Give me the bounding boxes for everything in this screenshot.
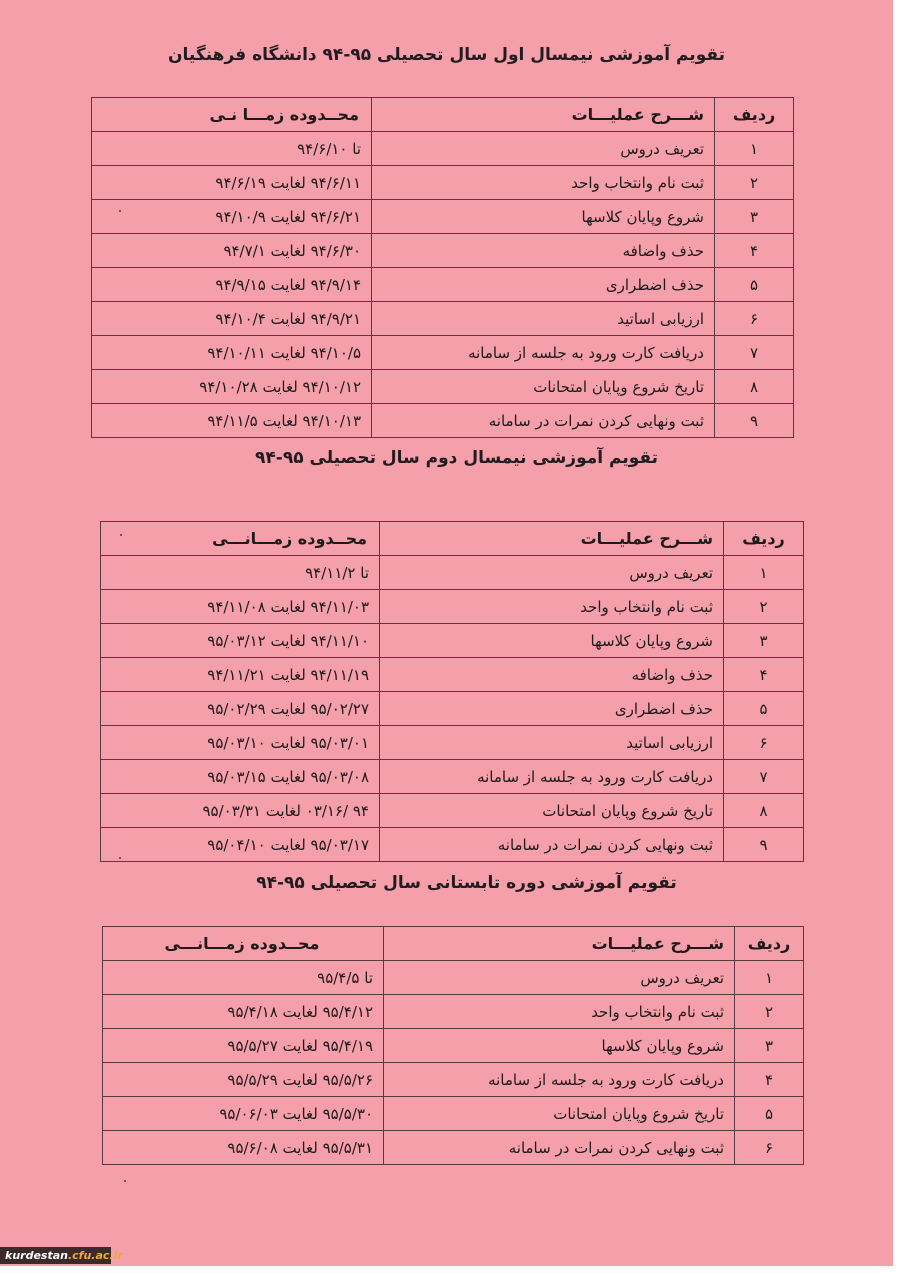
row-description: شروع وپایان کلاسها (372, 200, 715, 234)
row-number: ۳ (715, 200, 794, 234)
row-number: ۲ (715, 166, 794, 200)
row-number: ۶ (724, 726, 804, 760)
table-row (103, 1131, 804, 1165)
section-3-title: تقویم آموزشی دوره تابستانی سال تحصیلی ۹۵-۹۴ (256, 873, 677, 893)
table-header-row (101, 522, 804, 556)
table-row (103, 1029, 804, 1063)
row-description: تعریف دروس (380, 556, 724, 590)
table-row (92, 166, 794, 200)
row-time-range: تا ۹۴/۶/۱۰ (92, 132, 372, 166)
table-row (101, 828, 804, 862)
row-description: ثبت ونهایی کردن نمرات در سامانه (380, 828, 724, 862)
row-description: دریافت کارت ورود به جلسه از سامانه (372, 336, 715, 370)
row-description: تعریف دروس (372, 132, 715, 166)
row-time-range: ۹۴ /۰۳/۱۶ لغایت ۹۵/۰۳/۳۱ (101, 794, 380, 828)
table-row (103, 1097, 804, 1131)
row-description: حذف اضطراری (380, 692, 724, 726)
row-number: ۷ (724, 760, 804, 794)
row-description: تاریخ شروع وپایان امتحانات (384, 1097, 735, 1131)
table-row (103, 1063, 804, 1097)
row-number: ۲ (735, 995, 804, 1029)
header-row-number: ردیف (715, 98, 794, 132)
row-number: ۹ (724, 828, 804, 862)
header-row-number: ردیف (724, 522, 804, 556)
table-row (92, 302, 794, 336)
row-time-range: ۹۴/۶/۳۰ لغایت ۹۴/۷/۱ (92, 234, 372, 268)
row-number: ۹ (715, 404, 794, 438)
row-time-range: ۹۵/۴/۱۲ لغایت ۹۵/۴/۱۸ (103, 995, 384, 1029)
row-time-range: ۹۵/۰۳/۰۱ لغایت ۹۵/۰۳/۱۰ (101, 726, 380, 760)
row-number: ۵ (735, 1097, 804, 1131)
row-number: ۸ (715, 370, 794, 404)
row-description: حذف اضطراری (372, 268, 715, 302)
row-time-range: ۹۴/۱۰/۱۲ لغایت ۹۴/۱۰/۲۸ (92, 370, 372, 404)
row-number: ۶ (715, 302, 794, 336)
row-time-range: ۹۵/۴/۱۹ لغایت ۹۵/۵/۲۷ (103, 1029, 384, 1063)
section-3-table (102, 926, 804, 1165)
table-row (92, 370, 794, 404)
table-row (92, 200, 794, 234)
row-description: ثبت نام وانتخاب واحد (372, 166, 715, 200)
header-time-range: محــدوده زمـــانـــی (103, 927, 384, 961)
section-2-table (100, 521, 804, 862)
row-number: ۶ (735, 1131, 804, 1165)
row-number: ۵ (724, 692, 804, 726)
row-time-range: ۹۴/۱۱/۰۳ لغایت ۹۴/۱۱/۰۸ (101, 590, 380, 624)
table-row (101, 692, 804, 726)
row-number: ۴ (724, 658, 804, 692)
table-row (92, 132, 794, 166)
row-number: ۵ (715, 268, 794, 302)
row-time-range: ۹۵/۵/۳۱ لغایت ۹۵/۶/۰۸ (103, 1131, 384, 1165)
scan-speck (119, 857, 121, 859)
scan-speck (124, 1180, 126, 1182)
header-description: شـــرح عملیـــات (380, 522, 724, 556)
site-watermark (0, 1247, 123, 1264)
table-row (101, 794, 804, 828)
scan-speck (120, 534, 122, 536)
table-row (101, 760, 804, 794)
row-description: ارزیابی اساتید (372, 302, 715, 336)
header-description: شـــرح عملیـــات (372, 98, 715, 132)
row-description: شروع وپایان کلاسها (384, 1029, 735, 1063)
row-number: ۸ (724, 794, 804, 828)
header-time-range: محــدوده زمـــانـــی (101, 522, 380, 556)
row-description: تاریخ شروع وپایان امتحانات (380, 794, 724, 828)
table-row (103, 961, 804, 995)
row-description: ثبت ونهایی کردن نمرات در سامانه (372, 404, 715, 438)
table-row (92, 336, 794, 370)
row-description: حذف واضافه (372, 234, 715, 268)
table-row (103, 995, 804, 1029)
row-number: ۳ (735, 1029, 804, 1063)
watermark-suffix: .cfu.ac.ir (67, 1249, 123, 1262)
row-time-range: ۹۴/۱۱/۱۹ لغایت ۹۴/۱۱/۲۱ (101, 658, 380, 692)
row-description: دریافت کارت ورود به جلسه از سامانه (384, 1063, 735, 1097)
row-time-range: ۹۴/۶/۲۱ لغایت ۹۴/۱۰/۹ (92, 200, 372, 234)
row-time-range: ۹۵/۰۳/۱۷ لغایت ۹۵/۰۴/۱۰ (101, 828, 380, 862)
row-description: حذف واضافه (380, 658, 724, 692)
row-time-range: ۹۴/۱۱/۱۰ لغایت ۹۵/۰۳/۱۲ (101, 624, 380, 658)
row-description: شروع وپایان کلاسها (380, 624, 724, 658)
row-time-range: تا ۹۴/۱۱/۲ (101, 556, 380, 590)
row-time-range: ۹۴/۱۰/۵ لغایت ۹۴/۱۰/۱۱ (92, 336, 372, 370)
table-row (92, 268, 794, 302)
table-row (101, 658, 804, 692)
section-1-title: تقویم آموزشی نیمسال اول سال تحصیلی ۹۵-۹۴ دانشگاه فرهنگیان (168, 45, 725, 65)
header-row-number: ردیف (735, 927, 804, 961)
row-description: ثبت ونهایی کردن نمرات در سامانه (384, 1131, 735, 1165)
row-description: تاریخ شروع وپایان امتحانات (372, 370, 715, 404)
row-time-range: تا ۹۵/۴/۵ (103, 961, 384, 995)
row-time-range: ۹۴/۹/۱۴ لغایت ۹۴/۹/۱۵ (92, 268, 372, 302)
row-number: ۱ (715, 132, 794, 166)
row-description: ثبت نام وانتخاب واحد (384, 995, 735, 1029)
row-description: ثبت نام وانتخاب واحد (380, 590, 724, 624)
header-time-range: محــدوده زمـــا نـی (92, 98, 372, 132)
row-description: تعریف دروس (384, 961, 735, 995)
table-row (101, 556, 804, 590)
table-row (92, 234, 794, 268)
table-row (101, 726, 804, 760)
row-time-range: ۹۵/۵/۲۶ لغایت ۹۵/۵/۲۹ (103, 1063, 384, 1097)
table-header-row (92, 98, 794, 132)
row-number: ۴ (715, 234, 794, 268)
row-number: ۴ (735, 1063, 804, 1097)
row-number: ۳ (724, 624, 804, 658)
row-time-range: ۹۵/۰۳/۰۸ لغایت ۹۵/۰۳/۱۵ (101, 760, 380, 794)
table-row (92, 404, 794, 438)
table-row (101, 590, 804, 624)
row-description: ارزیابی اساتید (380, 726, 724, 760)
row-time-range: ۹۴/۶/۱۱ لغایت ۹۴/۶/۱۹ (92, 166, 372, 200)
scan-speck (119, 210, 121, 212)
row-description: دریافت کارت ورود به جلسه از سامانه (380, 760, 724, 794)
table-header-row (103, 927, 804, 961)
header-description: شـــرح عملیـــات (384, 927, 735, 961)
section-2-title: تقویم آموزشی نیمسال دوم سال تحصیلی ۹۵-۹۴ (254, 448, 659, 468)
row-time-range: ۹۴/۱۰/۱۳ لغایت ۹۴/۱۱/۵ (92, 404, 372, 438)
watermark-prefix: kurdestan (5, 1249, 68, 1262)
section-1-table (91, 97, 794, 438)
row-number: ۷ (715, 336, 794, 370)
row-time-range: ۹۵/۰۲/۲۷ لغایت ۹۵/۰۲/۲۹ (101, 692, 380, 726)
row-time-range: ۹۵/۵/۳۰ لغایت ۹۵/۰۶/۰۳ (103, 1097, 384, 1131)
row-number: ۱ (735, 961, 804, 995)
row-number: ۲ (724, 590, 804, 624)
row-number: ۱ (724, 556, 804, 590)
table-row (101, 624, 804, 658)
row-time-range: ۹۴/۹/۲۱ لغایت ۹۴/۱۰/۴ (92, 302, 372, 336)
